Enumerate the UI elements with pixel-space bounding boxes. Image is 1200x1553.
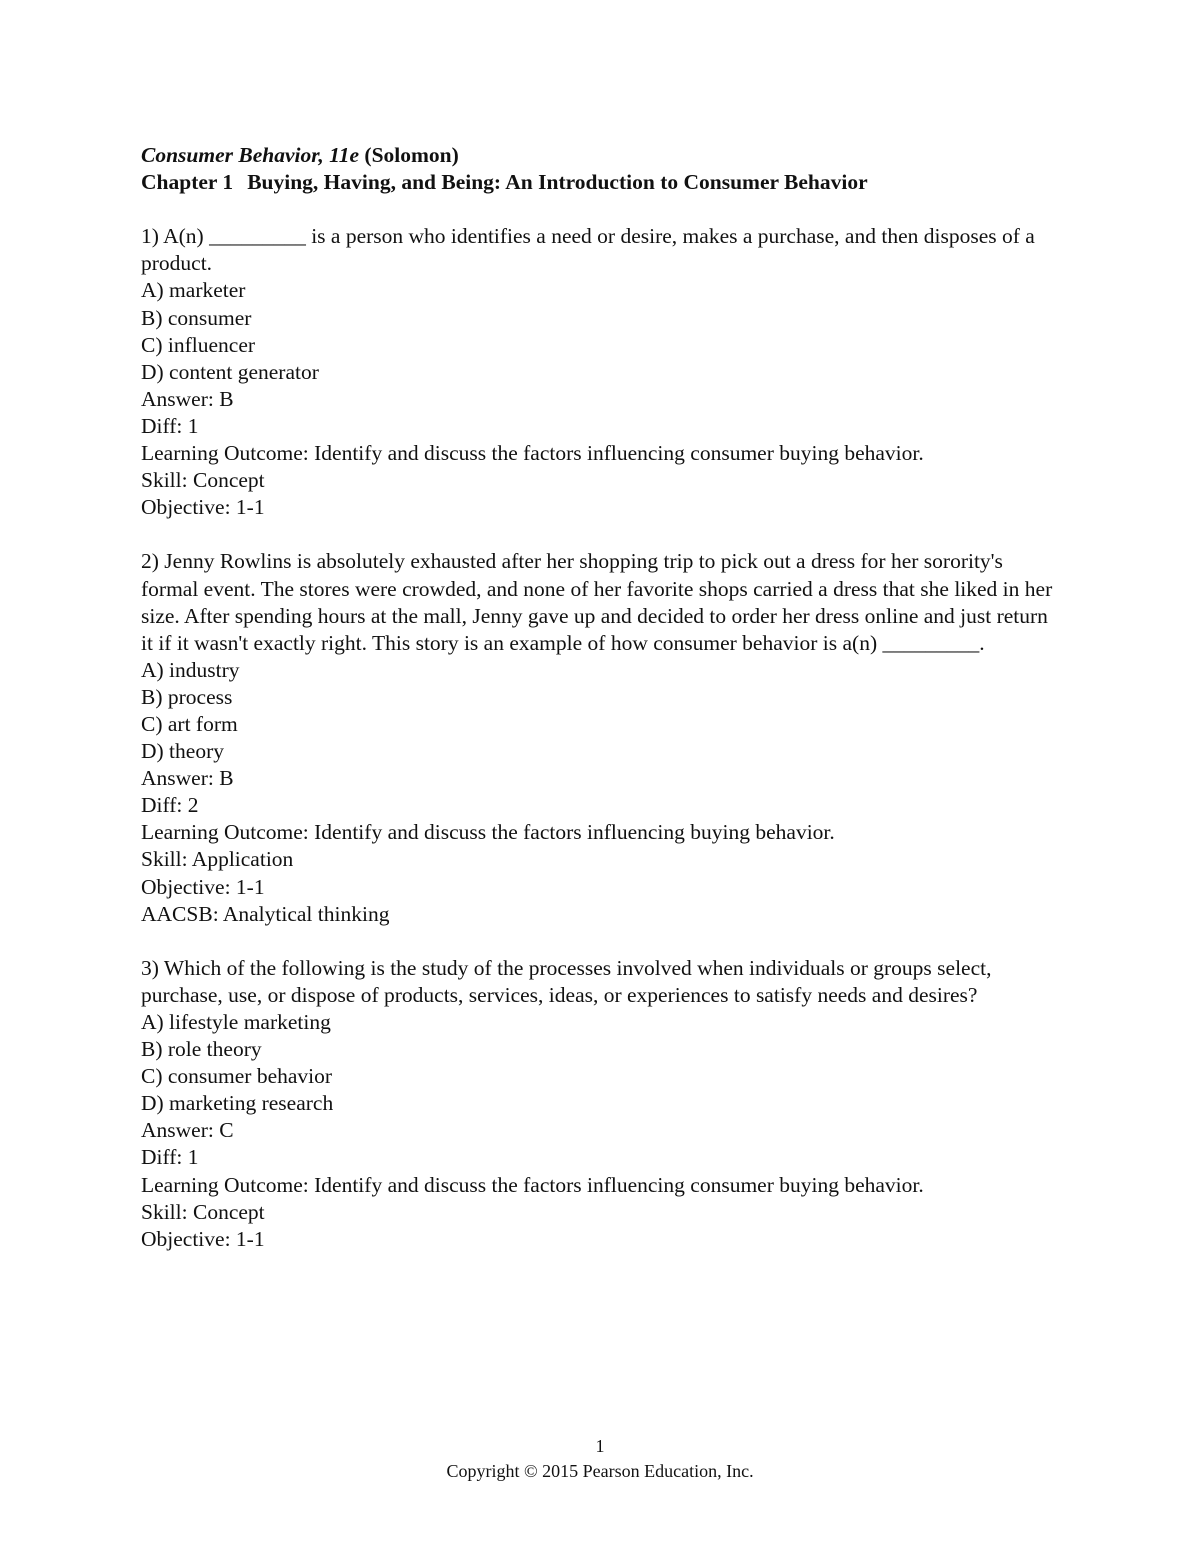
option-a: A) marketer [141, 278, 246, 303]
question-2 [141, 548, 1061, 927]
learning-outcome: Learning Outcome: Identify and discuss the factors influencing consumer buying behavior. [141, 1172, 924, 1197]
option-c: C) consumer behavior [141, 1064, 333, 1089]
option-a: A) industry [141, 657, 240, 682]
answer: Answer: B [141, 766, 234, 791]
spacer [141, 928, 1061, 955]
spacer [141, 521, 1061, 548]
objective: Objective: 1-1 [141, 874, 265, 899]
learning-outcome: Learning Outcome: Identify and discuss the factors influencing consumer buying behavior. [141, 441, 924, 466]
page-number: 1 [595, 1436, 605, 1456]
question-stem: 2) Jenny Rowlins is absolutely exhausted after her shopping trip to pick out a dress for her sorority's formal event. The stores were crowded, and none of her favorite shops carried a dress that she liked in her size. After spending hours at the mall, Jenny gave up and decided to order her dress online and just return it if it wasn't exactly right. This story is an example of how consumer behavior is a(n) _________. [141, 549, 1053, 655]
aacsb: AACSB: Analytical thinking [141, 901, 390, 926]
book-author: (Solomon) [364, 143, 459, 167]
page-content [141, 142, 1061, 1253]
learning-outcome: Learning Outcome: Identify and discuss the factors influencing buying behavior. [141, 820, 835, 845]
option-b: B) role theory [141, 1037, 262, 1062]
difficulty: Diff: 2 [141, 793, 199, 818]
answer: Answer: C [141, 1118, 234, 1143]
skill: Skill: Concept [141, 468, 265, 493]
option-d: D) theory [141, 739, 224, 764]
answer: Answer: B [141, 386, 234, 411]
objective: Objective: 1-1 [141, 495, 265, 520]
option-c: C) influencer [141, 332, 256, 357]
spacer [141, 196, 1061, 223]
option-b: B) consumer [141, 305, 252, 330]
question-stem: 1) A(n) _________ is a person who identifies a need or desire, makes a purchase, and then disposes of a product. [141, 224, 1035, 276]
chapter-title: Buying, Having, and Being: An Introduction to Consumer Behavior [247, 170, 868, 195]
copyright-notice: Copyright © 2015 Pearson Education, Inc. [446, 1461, 754, 1481]
option-d: D) marketing research [141, 1091, 334, 1116]
book-title-line [141, 142, 1061, 169]
chapter-number: Chapter 1 [141, 170, 234, 195]
book-title: Consumer Behavior, 11e [141, 143, 360, 167]
question-stem: 3) Which of the following is the study of the processes involved when individuals or groups select, purchase, use, or dispose of products, services, ideas, or experiences to satisfy needs and desires? [141, 955, 992, 1007]
skill: Skill: Concept [141, 1199, 265, 1224]
skill: Skill: Application [141, 847, 294, 872]
objective: Objective: 1-1 [141, 1226, 265, 1251]
option-b: B) process [141, 684, 233, 709]
difficulty: Diff: 1 [141, 413, 199, 438]
difficulty: Diff: 1 [141, 1145, 199, 1170]
question-1 [141, 223, 1061, 521]
option-d: D) content generator [141, 359, 319, 384]
option-c: C) art form [141, 711, 238, 736]
question-3 [141, 955, 1061, 1253]
chapter-heading [141, 169, 1061, 196]
option-a: A) lifestyle marketing [141, 1010, 331, 1034]
